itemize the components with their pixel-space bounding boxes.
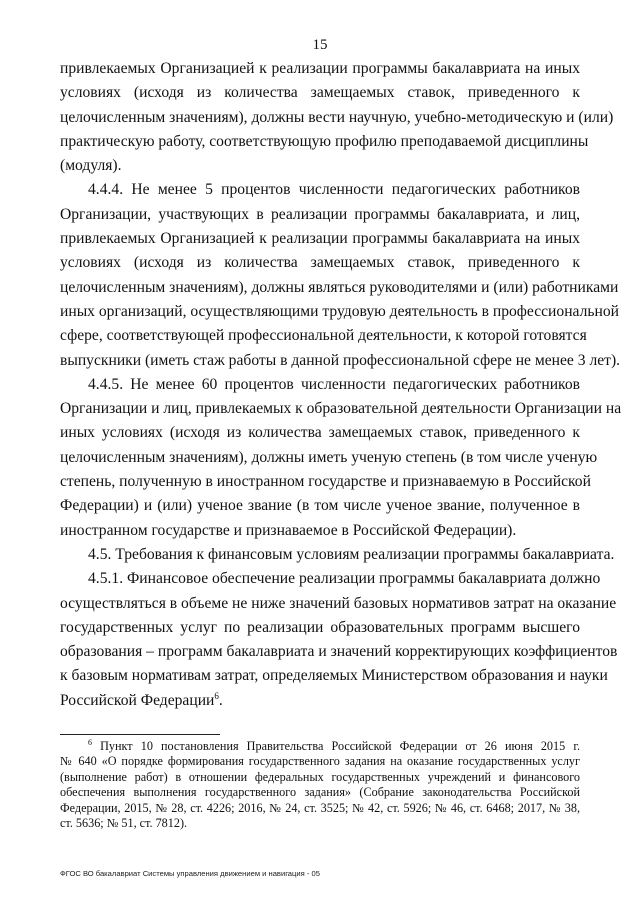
footnote-separator xyxy=(60,734,220,735)
footnote-line: (выполнение работ) в отношении федеральных государственных учреждений и финансового xyxy=(60,769,580,784)
text-line: иностранном государстве и признаваемое в Российской Федерации). xyxy=(60,521,517,539)
footnote-line: Федерации, 2015, № 28, ст. 4226; 2016, № 24, ст. 3525; № 42, ст. 5926; № 46, ст. 6468; 2017, № 38, xyxy=(60,800,580,815)
text-line: 4.4.4. Не менее 5 процентов численности педагогических работников xyxy=(88,181,580,199)
paragraph xyxy=(60,567,618,713)
text-fragment: Российской Федерации xyxy=(60,691,215,709)
section-heading: 4.5. Требования к финансовым условиям реализации программы бакалавриата. xyxy=(88,545,615,563)
text-line: целочисленным значениям), должны являться руководителями и (или) работниками xyxy=(60,278,619,296)
text-line: сфере, соответствующей профессиональной деятельности, к которой готовятся xyxy=(60,327,587,345)
text-line: условиях (исходя из количества замещаемых ставок, приведенного к xyxy=(60,84,580,102)
footnote-line: обеспечения выполнения государственного задания» (Собрание законодательства Российской xyxy=(60,785,580,800)
text-line: государственных услуг по реализации образовательных программ высшего xyxy=(60,618,580,636)
text-line: Организации, участвующих в реализации программы бакалавриата, и лиц, xyxy=(60,205,580,223)
page-footer: ФГОС ВО бакалавриат Системы управления движением и навигация - 05 xyxy=(60,869,320,878)
text-line: образования – программ бакалавриата и значений корректирующих коэффициентов xyxy=(60,643,618,661)
page-number: 15 xyxy=(312,37,328,53)
text-line: Российской Федерации$^6$. xyxy=(60,690,223,709)
paragraph xyxy=(60,178,621,372)
body-text xyxy=(60,57,622,713)
text-line: условиях (исходя из количества замещаемых ставок, приведенного к xyxy=(60,254,580,272)
paragraph xyxy=(60,543,615,567)
paragraph xyxy=(60,373,622,543)
text-line: привлекаемых Организацией к реализации программы бакалавриата на иных xyxy=(60,60,580,77)
footnote xyxy=(60,739,580,831)
footnote-marker: 6 xyxy=(88,737,92,747)
footnote-line: ст. 5636; № 51, ст. 7812). xyxy=(60,815,188,830)
text-line: к базовым нормативам затрат, определяемых Министерством образования и науки xyxy=(60,667,608,685)
text-line: целочисленным значениям), должны иметь ученую степень (в том числе ученую xyxy=(60,448,598,466)
text-line: иных условиях (исходя из количества замещаемых ставок, приведенного к xyxy=(60,424,580,442)
footnote-reference[interactable]: 6 xyxy=(214,690,219,701)
text-line: степень, полученную в иностранном государстве и признаваемую в Российской xyxy=(60,473,591,491)
text-line: практическую работу, соответствующую профилю преподаваемой дисциплины xyxy=(60,132,589,150)
paragraph xyxy=(60,57,614,178)
text-fragment: Пункт 10 постановления Правительства Российской Федерации от 26 июня 2015 г. xyxy=(100,739,580,753)
footnote-line: № 640 «О порядке формирования государственного задания на оказание государственных услуг xyxy=(60,754,580,769)
text-line: 4.4.5. Не менее 60 процентов численности педагогических работников xyxy=(88,375,580,393)
text-line: иных организаций, осуществляющими трудовую деятельность в профессиональной xyxy=(60,302,619,320)
text-line: осуществляться в объеме не ниже значений базовых нормативов затрат на оказание xyxy=(60,594,617,612)
text-line: (модуля). xyxy=(60,157,122,175)
text-line: Организации и лиц, привлекаемых к образовательной деятельности Организации на xyxy=(60,400,622,418)
footnote-line xyxy=(60,739,580,754)
text-line: 4.5.1. Финансовое обеспечение реализации программы бакалавриата должно xyxy=(88,570,601,588)
text-line: Федерации) и (или) ученое звание (в том числе ученое звание, полученное в xyxy=(60,497,580,515)
text-line: выпускники (иметь стаж работы в данной профессиональной сфере не менее 3 лет). xyxy=(60,351,621,369)
text-line: привлекаемых Организацией к реализации программы бакалавриата на иных xyxy=(60,230,580,248)
text-line: целочисленным значениям), должны вести научную, учебно-методическую и (или) xyxy=(60,108,614,126)
